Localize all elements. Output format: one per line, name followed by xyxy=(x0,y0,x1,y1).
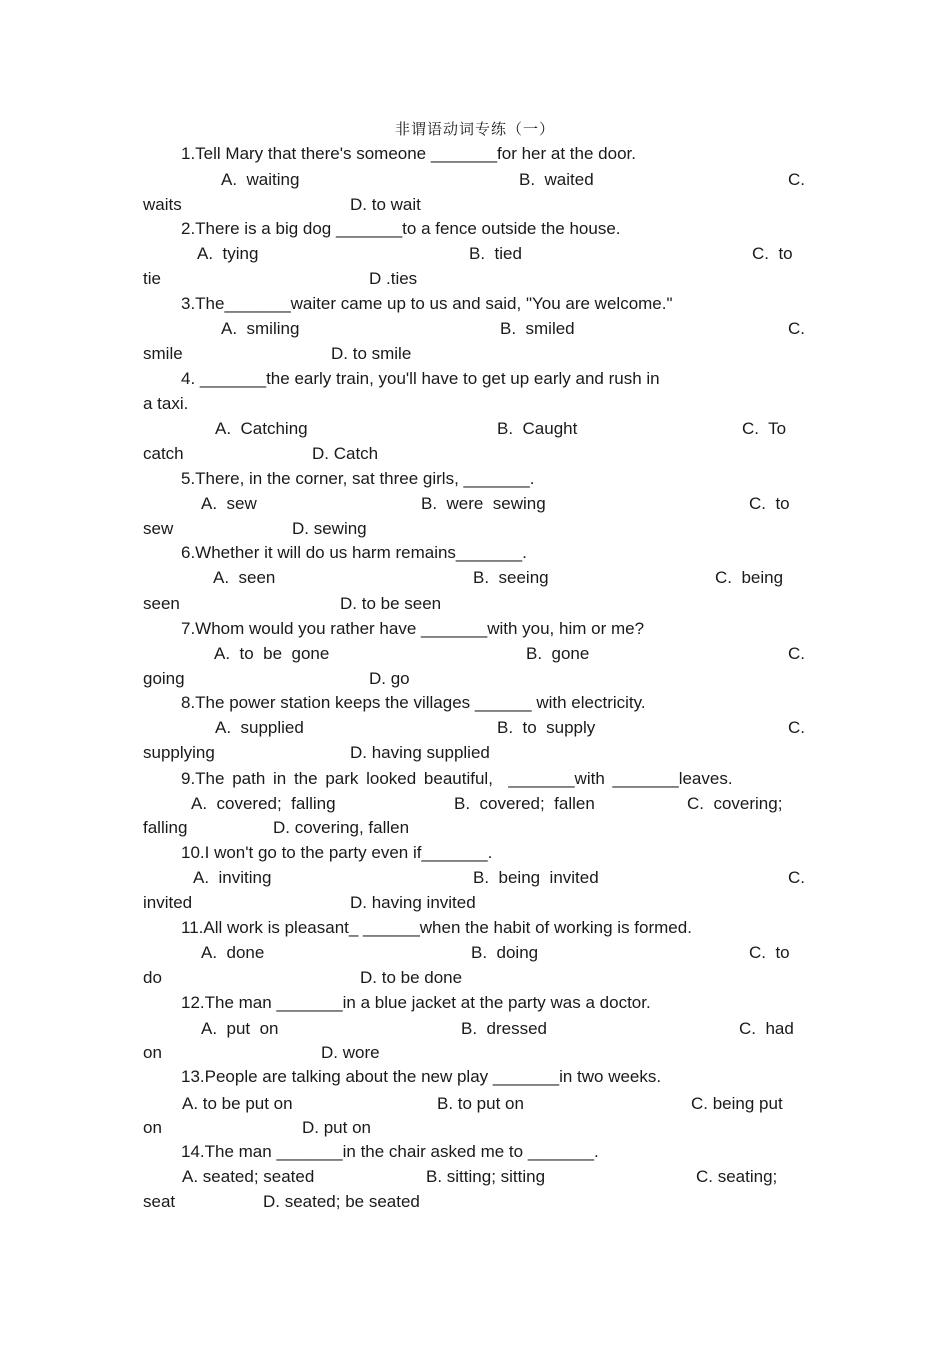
question-9-option-d: D. covering, fallen xyxy=(273,818,410,837)
question-11-option-c-head: C. to xyxy=(749,943,790,962)
question-13-option-d: D. put on xyxy=(302,1118,371,1137)
question-1-stem: 1.Tell Mary that there's someone _______for her at the door. xyxy=(181,144,636,163)
question-14-stem: 14.The man _______in the chair asked me to _______. xyxy=(181,1142,599,1161)
question-10-option-d: D. having invited xyxy=(350,893,476,912)
question-8-option-d: D. having supplied xyxy=(350,743,490,762)
question-13-option-c-head: C. being put xyxy=(691,1094,783,1113)
question-11-option-a: A. done xyxy=(201,943,265,962)
question-2-option-a: A. tying xyxy=(197,244,259,263)
question-13-option-b: B. to put on xyxy=(437,1094,524,1113)
question-11-option-b: B. doing xyxy=(471,943,539,962)
question-14-option-c-head: C. seating; xyxy=(696,1167,778,1186)
question-6-option-c-head: C. being xyxy=(715,568,784,587)
question-6-option-d: D. to be seen xyxy=(340,594,442,613)
question-4-option-c-head: C. To xyxy=(742,419,787,438)
question-6-option-a: A. seen xyxy=(213,568,276,587)
question-3-option-c-head: C. xyxy=(788,319,805,338)
question-1-option-c-head: C. xyxy=(788,170,805,189)
question-3-option-a: A. smiling xyxy=(221,319,300,338)
question-11-stem: 11.All work is pleasant_ ______when the habit of working is formed. xyxy=(181,918,692,937)
question-11-option-d: D. to be done xyxy=(360,968,463,987)
question-14-option-c-tail: seat xyxy=(143,1192,176,1211)
question-1-option-d: D. to wait xyxy=(350,195,421,214)
question-14-option-b: B. sitting; sitting xyxy=(426,1167,546,1186)
question-1-option-b: B. waited xyxy=(519,170,594,189)
question-8-option-c-head: C. xyxy=(788,718,805,737)
question-7-option-d: D. go xyxy=(369,669,410,688)
question-4-option-a: A. Catching xyxy=(215,419,308,438)
question-10-option-b: B. being invited xyxy=(473,868,599,887)
question-9-option-a: A. covered; falling xyxy=(191,794,336,813)
question-3-option-b: B. smiled xyxy=(500,319,575,338)
question-2-option-b: B. tied xyxy=(469,244,522,263)
question-8-option-b: B. to supply xyxy=(497,718,596,737)
question-8-option-c-tail: supplying xyxy=(143,743,215,762)
question-5-option-b: B. were sewing xyxy=(421,494,546,513)
question-4-stem: 4. _______the early train, you'll have to get up early and rush in xyxy=(181,369,660,388)
question-3-option-d: D. to smile xyxy=(331,344,412,363)
question-6-option-b: B. seeing xyxy=(473,568,549,587)
question-12-option-b: B. dressed xyxy=(461,1019,547,1038)
question-13-stem: 13.People are talking about the new play _______in two weeks. xyxy=(181,1067,662,1086)
question-9-option-b: B. covered; fallen xyxy=(454,794,595,813)
question-4-option-c-tail: catch xyxy=(143,444,184,463)
question-1-option-a: A. waiting xyxy=(221,170,300,189)
question-8-option-a: A. supplied xyxy=(215,718,304,737)
question-3-option-c-tail: smile xyxy=(143,344,183,363)
question-4-option-b: B. Caught xyxy=(497,419,578,438)
question-11-option-c-tail: do xyxy=(143,968,162,987)
question-4-option-d: D. Catch xyxy=(312,444,379,463)
question-10-stem: 10.I won't go to the party even if_______. xyxy=(181,843,493,862)
question-5-option-a: A. sew xyxy=(201,494,257,513)
question-4-stem-cont: a taxi. xyxy=(143,394,189,413)
question-7-option-c-tail: going xyxy=(143,669,185,688)
question-5-option-d: D. sewing xyxy=(292,519,367,538)
question-1-option-c-tail: waits xyxy=(143,195,182,214)
question-12-stem: 12.The man _______in a blue jacket at the party was a doctor. xyxy=(181,993,651,1012)
question-10-option-a: A. inviting xyxy=(193,868,272,887)
question-7-option-c-head: C. xyxy=(788,644,805,663)
question-9-option-c-head: C. covering; xyxy=(687,794,783,813)
question-13-option-a: A. to be put on xyxy=(182,1094,293,1113)
question-8-stem: 8.The power station keeps the villages ______ with electricity. xyxy=(181,693,646,712)
question-12-option-c-head: C. had xyxy=(739,1019,794,1038)
question-10-option-c-head: C. xyxy=(788,868,805,887)
question-12-option-c-tail: on xyxy=(143,1043,162,1062)
question-7-stem: 7.Whom would you rather have _______with you, him or me? xyxy=(181,619,645,638)
question-2-stem: 2.There is a big dog _______to a fence outside the house. xyxy=(181,219,621,238)
question-5-option-c-tail: sew xyxy=(143,519,174,538)
question-14-option-d: D. seated; be seated xyxy=(263,1192,420,1211)
question-2-option-c-tail: tie xyxy=(143,269,161,288)
question-6-option-c-tail: seen xyxy=(143,594,180,613)
question-13-option-c-tail: on xyxy=(143,1118,162,1137)
question-12-option-a: A. put on xyxy=(201,1019,279,1038)
question-3-stem: 3.The_______waiter came up to us and said, "You are welcome." xyxy=(181,294,673,313)
question-9-stem: 9.The path in the park looked beautiful, _______with _______leaves. xyxy=(181,769,733,788)
question-7-option-b: B. gone xyxy=(526,644,590,663)
question-6-stem: 6.Whether it will do us harm remains_______. xyxy=(181,543,527,562)
question-9-option-c-tail: falling xyxy=(143,818,188,837)
question-12-option-d: D. wore xyxy=(321,1043,380,1062)
question-14-option-a: A. seated; seated xyxy=(182,1167,315,1186)
question-10-option-c-tail: invited xyxy=(143,893,193,912)
question-5-stem: 5.There, in the corner, sat three girls, _______. xyxy=(181,469,535,488)
question-2-option-d: D .ties xyxy=(369,269,418,288)
question-5-option-c-head: C. to xyxy=(749,494,790,513)
page-title: 非谓语动词专练（一） xyxy=(394,120,555,138)
question-7-option-a: A. to be gone xyxy=(214,644,330,663)
question-2-option-c-head: C. to xyxy=(752,244,793,263)
